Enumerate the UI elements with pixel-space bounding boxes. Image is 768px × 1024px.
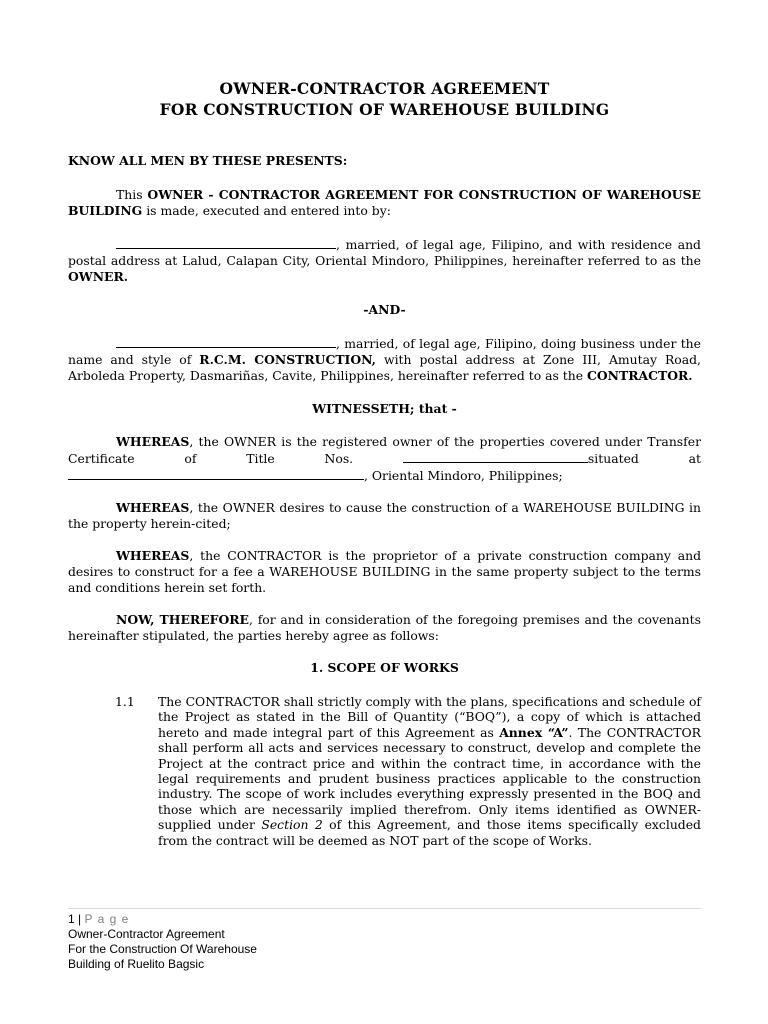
clause-1-1 <box>68 694 701 848</box>
intro-pre: This <box>116 187 148 202</box>
now-therefore-paragraph <box>68 612 701 644</box>
contractor-role: CONTRACTOR. <box>587 368 693 383</box>
title-line-2: FOR CONSTRUCTION OF WAREHOUSE BUILDING <box>159 100 610 119</box>
whereas-1-text-1: , the OWNER is the registered owner of the properties covered under Transfer Certificate of Title Nos. <box>68 434 701 466</box>
now-therefore-keyword: NOW, THEREFORE <box>116 612 249 627</box>
witnesseth-heading: WITNESSETH; that - <box>312 401 457 416</box>
now-therefore-text: , for and in consideration of the foregoing premises and the covenants hereinafter stipulated, the parties hereby agree as follows: <box>68 612 701 643</box>
intro-paragraph <box>68 187 701 219</box>
footer-line-1: Owner-Contractor Agreement <box>68 927 225 941</box>
contractor-name-blank <box>116 335 336 348</box>
agreement-name: OWNER - CONTRACTOR AGREEMENT FOR CONSTRUCTION OF WAREHOUSE BUILDING <box>68 187 702 218</box>
owner-name-blank <box>116 236 336 249</box>
contractor-firm: R.C.M. CONSTRUCTION, <box>199 352 376 367</box>
page-footer <box>68 908 701 972</box>
contractor-text-1: , married, of legal age, Filipino, doing business under the name and style of <box>68 336 701 367</box>
page-number-line <box>68 912 701 927</box>
whereas-3-text: , the CONTRACTOR is the proprietor of a private construction company and desires to construct for a fee a WAREHOUSE BUILDING in the same property subject to the terms and conditions herein set forth. <box>68 548 701 595</box>
page-number: 1 <box>68 912 75 926</box>
annex-reference: Annex “A” <box>499 724 569 740</box>
page-word: P a g e <box>84 912 130 926</box>
title-nos-blank <box>403 450 588 463</box>
clause-number: 1.1 <box>115 694 135 709</box>
and-separator: -AND- <box>363 302 406 317</box>
whereas-1-text-2: situated at <box>587 451 701 466</box>
whereas-2-keyword: WHEREAS <box>116 500 190 515</box>
footer-line-3: Building of Ruelito Bagsic <box>68 957 205 971</box>
intro-post: is made, executed and entered into by: <box>142 203 391 218</box>
owner-text: , married, of legal age, Filipino, and with residence and postal address at Lalud, Calapan City, Oriental Mindoro, Philippines, hereinafter referred to as the <box>68 237 701 268</box>
whereas-2-paragraph <box>68 500 701 532</box>
section-1-heading: 1. SCOPE OF WORKS <box>310 660 459 675</box>
whereas-1-paragraph <box>68 434 701 484</box>
clause-text-3: of this Agreement, and those items specifically excluded from the contract will be deemed as NOT part of the scope of Works. <box>158 817 701 848</box>
whereas-1-keyword: WHEREAS <box>116 434 190 449</box>
whereas-1-text-3: , Oriental Mindoro, Philippines; <box>364 468 563 483</box>
whereas-3-paragraph <box>68 548 701 596</box>
location-blank <box>68 467 364 480</box>
contractor-paragraph <box>68 335 701 384</box>
whereas-3-keyword: WHEREAS <box>116 548 190 563</box>
document-title <box>68 78 701 120</box>
section-reference: Section 2 <box>261 817 323 833</box>
footer-line-2: For the Construction Of Warehouse <box>68 942 257 956</box>
owner-paragraph <box>68 236 701 285</box>
know-all-heading: KNOW ALL MEN BY THESE PRESENTS: <box>68 153 348 168</box>
page-separator: | <box>74 912 85 926</box>
clause-text-1: The CONTRACTOR shall strictly comply with the plans, specifications and schedule of the Project as stated in the Bill of Quantity (“BOQ”), a copy of which is attached hereto and made integral part of this Agreement as <box>158 694 701 740</box>
document-body <box>68 78 701 848</box>
title-line-1: OWNER-CONTRACTOR AGREEMENT <box>219 79 550 98</box>
contractor-text-2: with postal address at Zone III, Amutay Road, Arboleda Property, Dasmariñas, Cavite, Philippines, hereinafter referred to as the <box>68 352 701 383</box>
whereas-2-text: , the OWNER desires to cause the construction of a WAREHOUSE BUILDING in the property herein-cited; <box>68 500 701 531</box>
owner-role: OWNER. <box>68 269 129 284</box>
clause-text-2: . The CONTRACTOR shall perform all acts and services necessary to construct, develop and complete the Project at the contract price and within the contract time, in accordance with the legal requirements and prudent business practices applicable to the construction industry. The scope of work includes everything expressly presented in the BOQ and those which are necessarily implied therefrom. Only items identified as OWNER-supplied under <box>158 724 701 833</box>
